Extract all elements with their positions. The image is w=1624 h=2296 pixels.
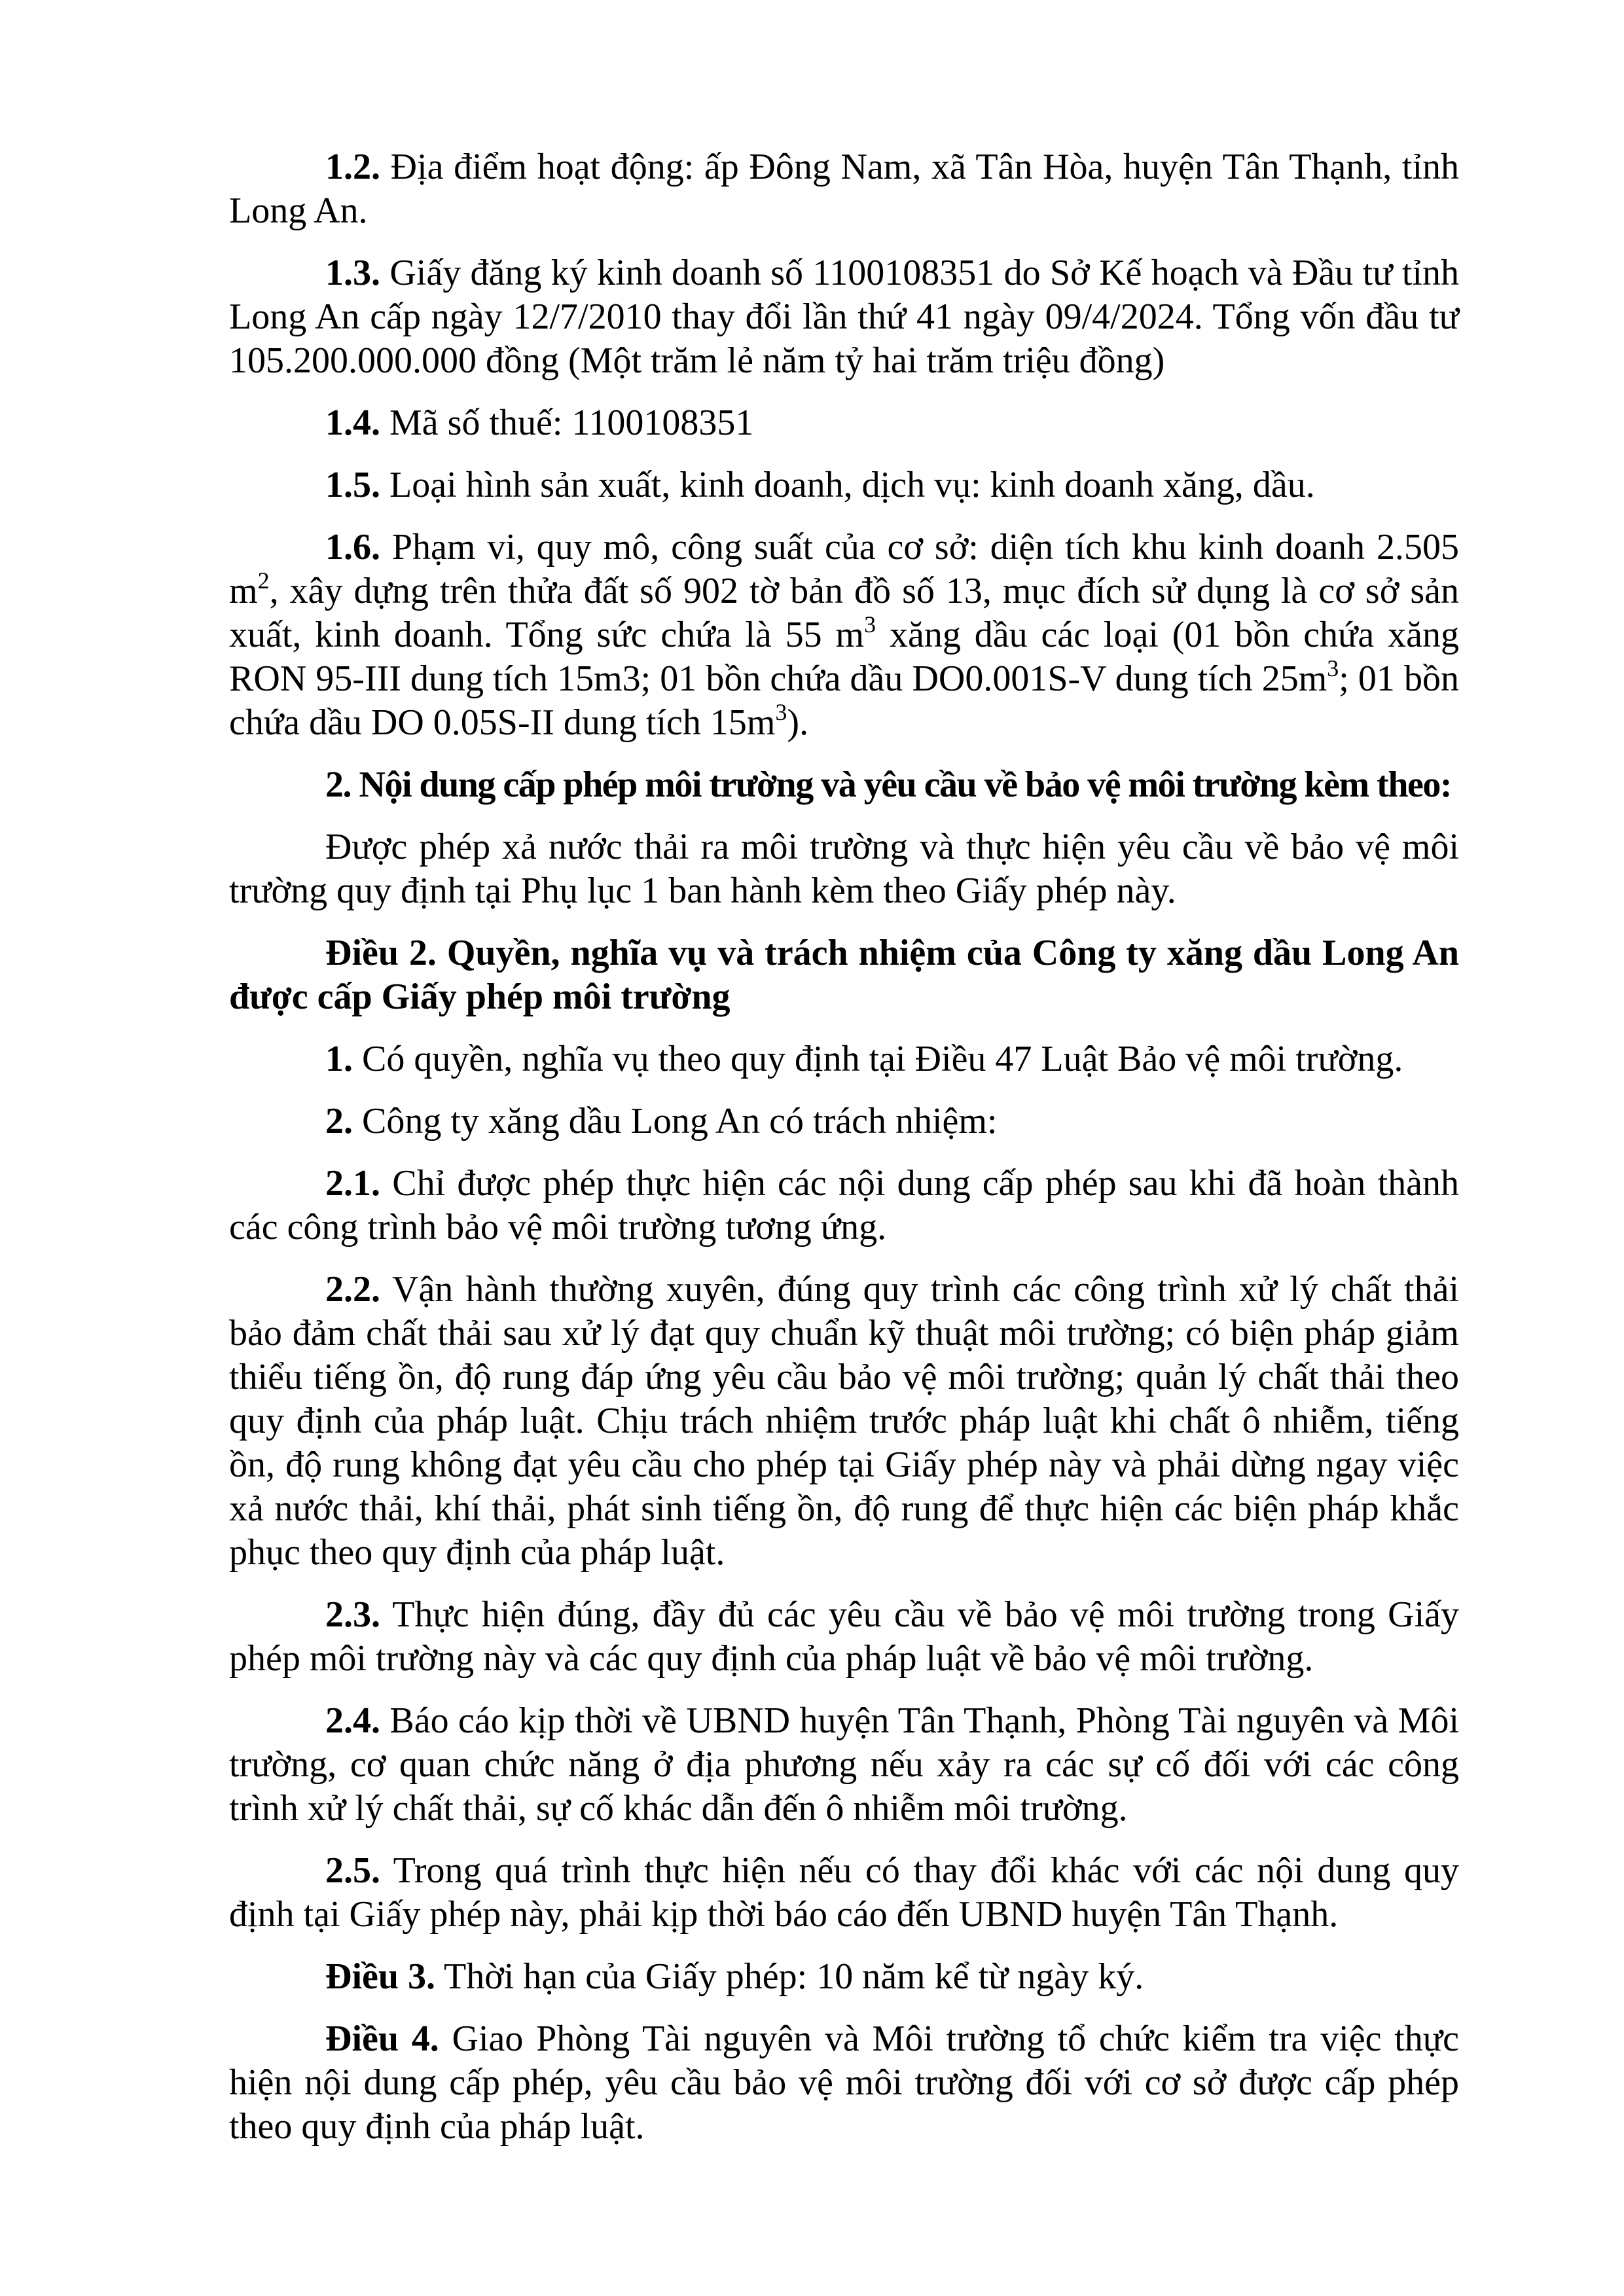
paragraph-article-2-item-2-2 [229,1268,1459,1575]
paragraph-text: Thời hạn của Giấy phép: 10 năm kể từ ngày ký. [435,1956,1144,1997]
item-number: 1.4. [325,403,380,443]
paragraph-article-2-item-2-3 [229,1593,1459,1681]
paragraph-text: Địa điểm hoạt động: ấp Đông Nam, xã Tân Hòa, huyện Tân Thạnh, tỉnh Long An. [229,147,1459,231]
paragraph-text: Có quyền, nghĩa vụ theo quy định tại Điều 47 Luật Bảo vệ môi trường. [353,1039,1403,1079]
paragraph-text: Phạm vi, quy mô, công suất của cơ sở: diện tích khu kinh doanh 2.505 m [229,527,1459,611]
paragraph-text: Giấy đăng ký kinh doanh số 1100108351 do Sở Kế hoạch và Đầu tư tỉnh Long An cấp ngày 12/7/2010 thay đổi lần thứ 41 ngày 09/4/2024. Tổng vốn đầu tư 105.200.000.000 đồng (Một trăm lẻ năm tỷ hai trăm triệu đồng) [229,253,1459,381]
superscript: 2 [257,567,270,594]
paragraph-article-2-item-2-4 [229,1699,1459,1831]
paragraph-text: Vận hành thường xuyên, đúng quy trình các công trình xử lý chất thải bảo đảm chất thải sau xử lý đạt quy chuẩn kỹ thuật môi trường; có biện pháp giảm thiểu tiếng ồn, độ rung đáp ứng yêu cầu bảo vệ môi trường; quản lý chất thải theo quy định của pháp luật. Chịu trách nhiệm trước pháp luật khi chất ô nhiễm, tiếng ồn, độ rung không đạt yêu cầu cho phép tại Giấy phép này và phải dừng ngay việc xả nước thải, khí thải, phát sinh tiếng ồn, độ rung để thực hiện các biện pháp khắc phục theo quy định của pháp luật. [229,1269,1459,1573]
article-number: Điều 3. [325,1956,435,1997]
paragraph-text: Trong quá trình thực hiện nếu có thay đổi khác với các nội dung quy định tại Giấy phép này, phải kịp thời báo cáo đến UBND huyện Tân Thạnh. [229,1850,1459,1935]
item-number: 2. [325,1101,353,1141]
superscript: 3 [864,611,876,637]
item-number: 1.6. [325,527,380,567]
paragraph-text: xăng dầu các loại (01 bồn chứa xăng RON 95-III dung tích 15m3; 01 bồn chứa dầu DO0.001S-V dung tích 25m [229,615,1459,699]
article-number: Điều 4. [325,2018,439,2059]
paragraph-text: Mã số thuế: 1100108351 [380,403,754,443]
superscript: 3 [1327,655,1339,681]
item-number: 2.4. [325,1700,380,1741]
paragraph-text: Báo cáo kịp thời về UBND huyện Tân Thạnh, Phòng Tài nguyên và Môi trường, cơ quan chức năng ở địa phương nếu xảy ra các sự cố đối với các công trình xử lý chất thải, sự cố khác dẫn đến ô nhiễm môi trường. [229,1700,1459,1829]
item-number: 1.2. [325,147,380,187]
item-number: 1.3. [325,253,380,293]
paragraph-article-2-item-2-5 [229,1849,1459,1937]
item-number: 2.5. [325,1850,380,1891]
paragraph-text: Giao Phòng Tài nguyên và Môi trường tổ chức kiểm tra việc thực hiện nội dung cấp phép, yêu cầu bảo vệ môi trường đối với cơ sở được cấp phép theo quy định của pháp luật. [229,2018,1459,2147]
paragraph-1-3 [229,251,1459,383]
paragraph-1-6 [229,526,1459,745]
paragraph-text: , xây dựng trên thửa đất số 902 tờ bản đồ số 13, mục đích sử dụng là cơ sở sản xuất, kinh doanh. Tổng sức chứa là 55 m [229,571,1459,655]
paragraph-article-3 [229,1955,1459,1999]
section-2-heading: 2. Nội dung cấp phép môi trường và yêu cầu về bảo vệ môi trường kèm theo: [325,764,1451,805]
paragraph-1-5 [229,463,1459,507]
paragraph-text: Chỉ được phép thực hiện các nội dung cấp phép sau khi đã hoàn thành các công trình bảo vệ môi trường tương ứng. [229,1163,1459,1247]
paragraph-article-2-item-2 [229,1100,1459,1143]
superscript: 3 [775,699,787,725]
item-number: 1. [325,1039,353,1079]
paragraph-text: Công ty xăng dầu Long An có trách nhiệm: [353,1101,998,1141]
item-number: 1.5. [325,465,380,505]
article-2-heading: Điều 2. Quyền, nghĩa vụ và trách nhiệm của Công ty xăng dầu Long An được cấp Giấy phép môi trường [229,933,1459,1017]
section-2-body: Được phép xả nước thải ra môi trường và thực hiện yêu cầu về bảo vệ môi trường quy định tại Phụ lục 1 ban hành kèm theo Giấy phép này. [229,827,1459,911]
paragraph-1-4 [229,401,1459,445]
paragraph-text: Loại hình sản xuất, kinh doanh, dịch vụ: kinh doanh xăng, dầu. [380,465,1315,505]
paragraph-text: ). [787,702,809,743]
item-number: 2.2. [325,1269,380,1310]
paragraph-1-2 [229,145,1459,233]
paragraph-article-2-item-1 [229,1037,1459,1081]
item-number: 2.3. [325,1594,380,1635]
paragraph-text: Thực hiện đúng, đầy đủ các yêu cầu về bảo vệ môi trường trong Giấy phép môi trường này và các quy định của pháp luật về bảo vệ môi trường. [229,1594,1459,1679]
item-number: 2.1. [325,1163,380,1204]
paragraph-article-4 [229,2017,1459,2149]
paragraph-article-2-item-2-1 [229,1162,1459,1249]
document-page [229,145,1459,2149]
paragraph-text: ; 01 bồn chứa dầu DO 0.05S-II dung tích 15m [229,658,1459,743]
